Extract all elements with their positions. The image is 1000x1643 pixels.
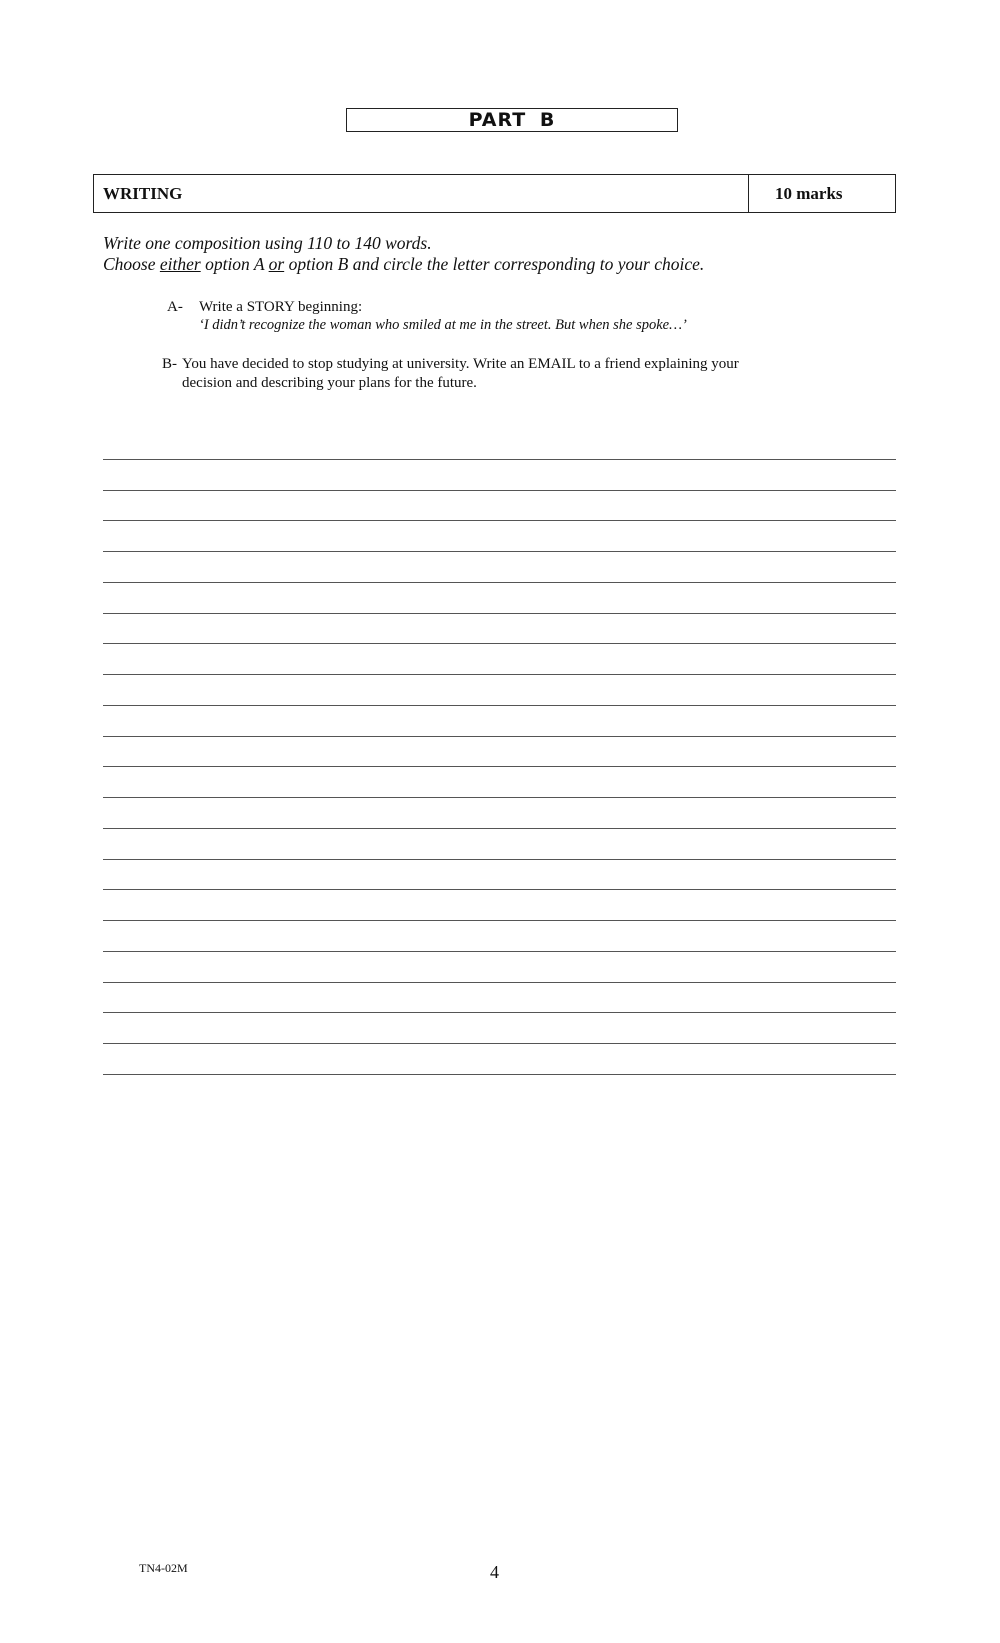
option-a-label: A- <box>167 299 183 315</box>
writing-line[interactable] <box>103 952 896 983</box>
page-number: 4 <box>490 1562 499 1582</box>
option-a <box>167 298 687 334</box>
writing-line[interactable] <box>103 491 896 522</box>
writing-line[interactable] <box>103 890 896 921</box>
option-a-text: Write a STORY beginning: <box>199 299 363 315</box>
instruction-mid: option A <box>200 254 269 274</box>
writing-line[interactable] <box>103 829 896 860</box>
writing-line[interactable] <box>103 460 896 491</box>
writing-line[interactable] <box>103 798 896 829</box>
instruction-line-1: Write one composition using 110 to 140 words. <box>103 233 432 253</box>
document-code: TN4-02M <box>139 1561 188 1575</box>
writing-line[interactable] <box>103 583 896 614</box>
instruction-either: either <box>159 254 201 274</box>
writing-line[interactable] <box>103 1013 896 1044</box>
writing-line[interactable] <box>103 429 896 460</box>
option-a-quote: ‘I didn’t recognize the woman who smiled at me in the street. But when she spoke…’ <box>199 317 687 333</box>
section-marks: 10 marks <box>775 183 843 203</box>
writing-line[interactable] <box>103 552 896 583</box>
writing-line[interactable] <box>103 614 896 645</box>
writing-line[interactable] <box>103 921 896 952</box>
instruction-line-2 <box>103 254 903 275</box>
writing-line[interactable] <box>103 521 896 552</box>
writing-line[interactable] <box>103 737 896 768</box>
writing-line[interactable] <box>103 644 896 675</box>
writing-line[interactable] <box>103 860 896 891</box>
option-b-label: B- <box>162 356 177 372</box>
instruction-or: or <box>268 254 285 274</box>
writing-line[interactable] <box>103 767 896 798</box>
writing-line[interactable] <box>103 1044 896 1075</box>
instruction-pre: Choose <box>103 254 160 274</box>
instructions <box>103 233 903 275</box>
section-header <box>93 174 896 213</box>
option-b-text-cont: decision and describing your plans for the future. <box>182 375 477 391</box>
instruction-post: option B and circle the letter corresponding to your choice. <box>284 254 705 274</box>
section-name: WRITING <box>94 175 749 212</box>
writing-area[interactable] <box>103 429 896 1075</box>
writing-line[interactable] <box>103 675 896 706</box>
part-title: PART B <box>346 108 678 132</box>
option-b-text: You have decided to stop studying at university. Write an EMAIL to a friend explaining your <box>182 356 739 372</box>
writing-line[interactable] <box>103 983 896 1014</box>
writing-line[interactable] <box>103 706 896 737</box>
option-b <box>162 355 862 393</box>
